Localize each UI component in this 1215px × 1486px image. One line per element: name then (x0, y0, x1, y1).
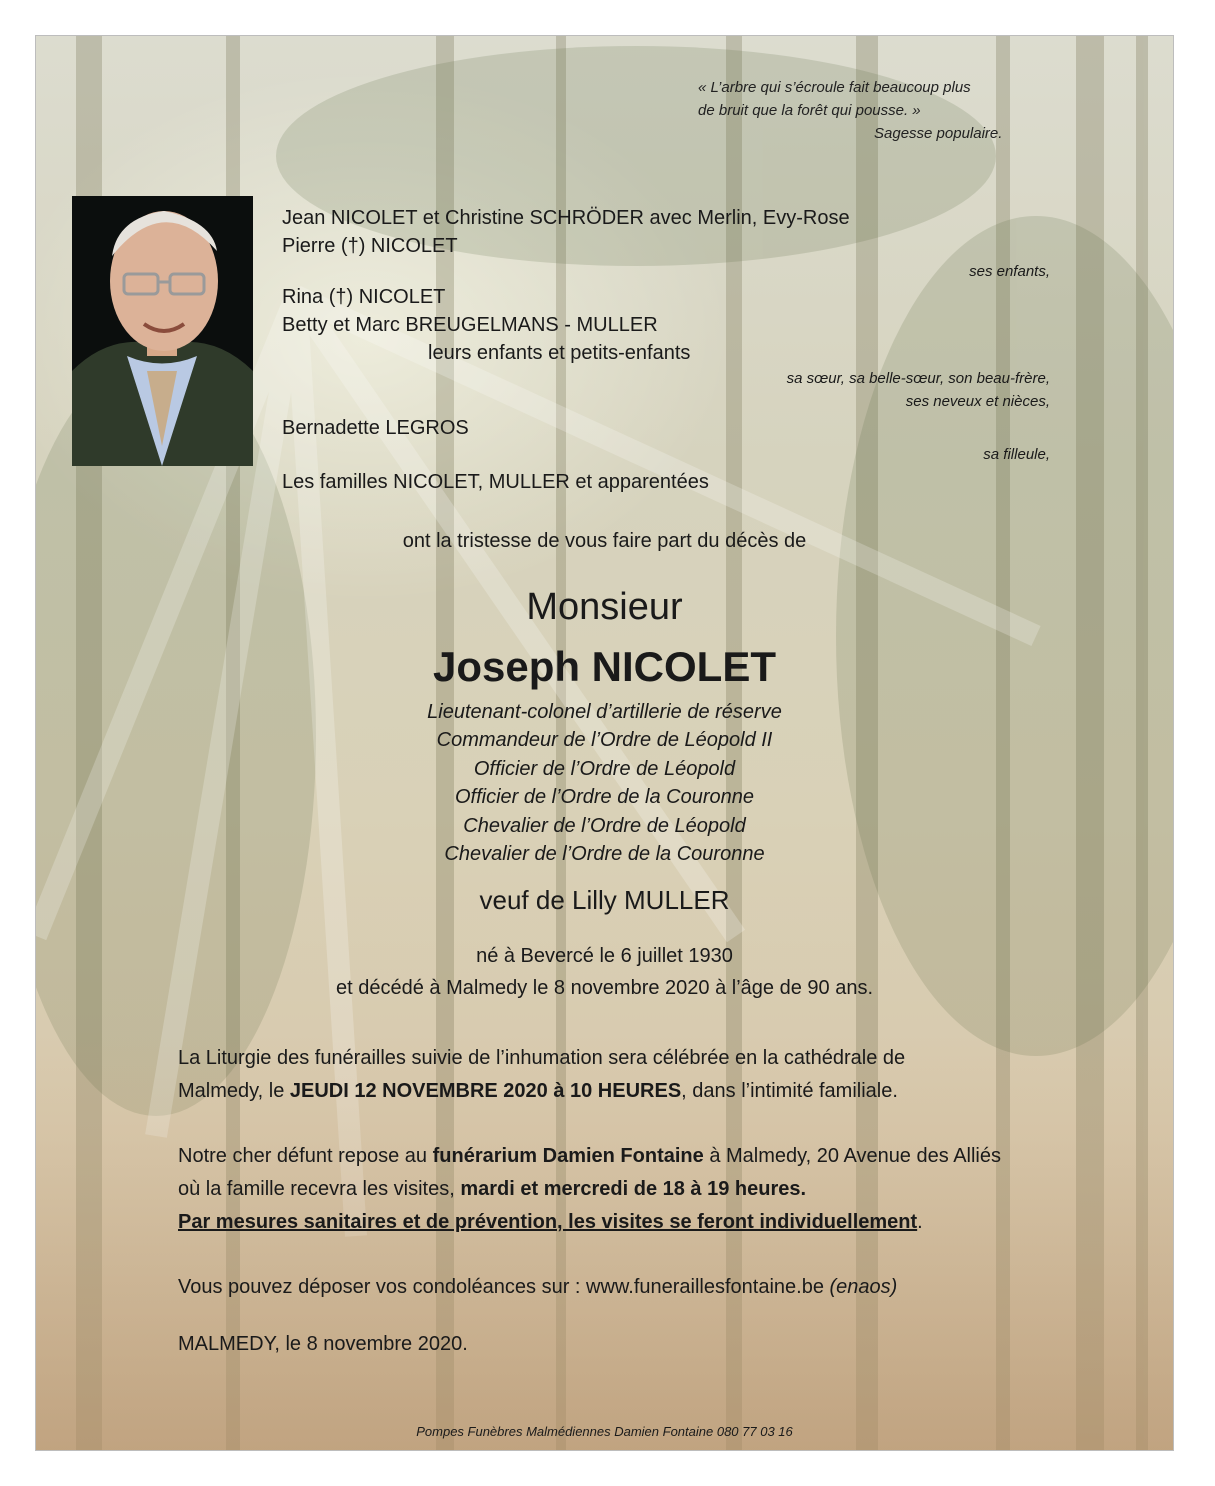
funerarium-name: funérarium Damien Fontaine (432, 1145, 704, 1167)
birth-line: né à Beverc​é le 6 juillet 1930 (476, 945, 733, 967)
quote-source: Sagesse populaire. (874, 125, 1003, 142)
quote-line-1: « L’arbre qui s’écroule fait beaucoup plus (698, 79, 971, 96)
visit-times: mardi et mercredi de 18 à 19 heures. (460, 1178, 807, 1200)
portrait-illustration (72, 196, 253, 466)
children-line-2: Pierre (†) NICOLET (282, 235, 458, 257)
families-line: Les familles NICOLET, MULLER et apparentées (282, 471, 709, 493)
visits-text: Notre cher défunt repose au (178, 1145, 433, 1167)
siblings-line-3: leurs enfants et petits-enfants (428, 342, 691, 364)
sanitary-notice-end: . (917, 1211, 923, 1233)
title-3: Officier de l’Ordre de Léopold (473, 758, 736, 780)
condolences-tag: (enaos) (829, 1276, 898, 1298)
goddaughter: Bernadette LEGROS (282, 417, 469, 439)
portrait-photo (72, 196, 253, 466)
title-2: Commandeur de l’Ordre de Léopold II (436, 729, 773, 751)
deceased-name: Joseph NICOLET (432, 643, 777, 690)
visits-line-2 (178, 1173, 806, 1206)
announcement: ont la tristesse de vous faire part du décès de (402, 530, 807, 552)
liturgy-text-end: , dans l’intimité familiale. (681, 1080, 898, 1102)
sanitary-notice: Par mesures sanitaires et de prévention, les visites se feront individuellement (178, 1211, 918, 1233)
title-1: Lieutenant-colonel d’artillerie de réserve (427, 701, 782, 723)
liturgy-paragraph (178, 1042, 978, 1108)
siblings-role-1: sa sœur, sa belle-sœur, son beau-frère, (786, 370, 1050, 387)
visits-line-1 (178, 1140, 1001, 1173)
visits-text-2: où la famille recevra les visites, (178, 1178, 461, 1200)
honorific: Monsieur (526, 586, 683, 628)
place-date: MALMEDY, le 8 novembre 2020. (178, 1333, 468, 1355)
condolences-text: Vous pouvez déposer vos condoléances sur : www.funeraillesfontaine.be (178, 1276, 830, 1298)
liturgy-text: La Liturgie des funérailles suivie de l’inhumation sera célébrée en la cathédrale de Malmedy, le (178, 1047, 906, 1102)
children-role: ses enfants, (969, 263, 1050, 280)
children-line-1: Jean NICOLET et Christine SCHRÖDER avec Merlin, Evy-Rose (282, 207, 850, 229)
goddaughter-role: sa filleule, (983, 446, 1050, 463)
siblings-line-2: Betty et Marc BREUGELMANS - MULLER (282, 314, 658, 336)
siblings-line-1: Rina (†) NICOLET (282, 286, 446, 308)
quote-line-2: de bruit que la forêt qui pousse. » (698, 102, 921, 119)
siblings-role-2: ses neveux et nièces, (905, 393, 1050, 410)
obituary-card (35, 35, 1174, 1451)
spouse-line: veuf de Lilly MULLER (479, 885, 730, 915)
title-5: Chevalier de l’Ordre de Léopold (463, 815, 746, 837)
visits-line-3 (178, 1206, 923, 1239)
funerarium-address: à Malmedy, 20 Avenue des Alliés (703, 1145, 1001, 1167)
title-4: Officier de l’Ordre de la Couronne (454, 786, 755, 808)
title-6: Chevalier de l’Ordre de la Couronne (444, 843, 765, 865)
liturgy-date: JEUDI 12 NOVEMBRE 2020 à 10 HEURES (289, 1080, 682, 1102)
death-line: et décédé à Malmedy le 8 novembre 2020 à l’âge de 90 ans. (335, 977, 874, 999)
condolences-line (178, 1271, 897, 1304)
footer-credit: Pompes Funèbres Malmédiennes Damien Fontaine 080 77 03 16 (416, 1424, 793, 1439)
